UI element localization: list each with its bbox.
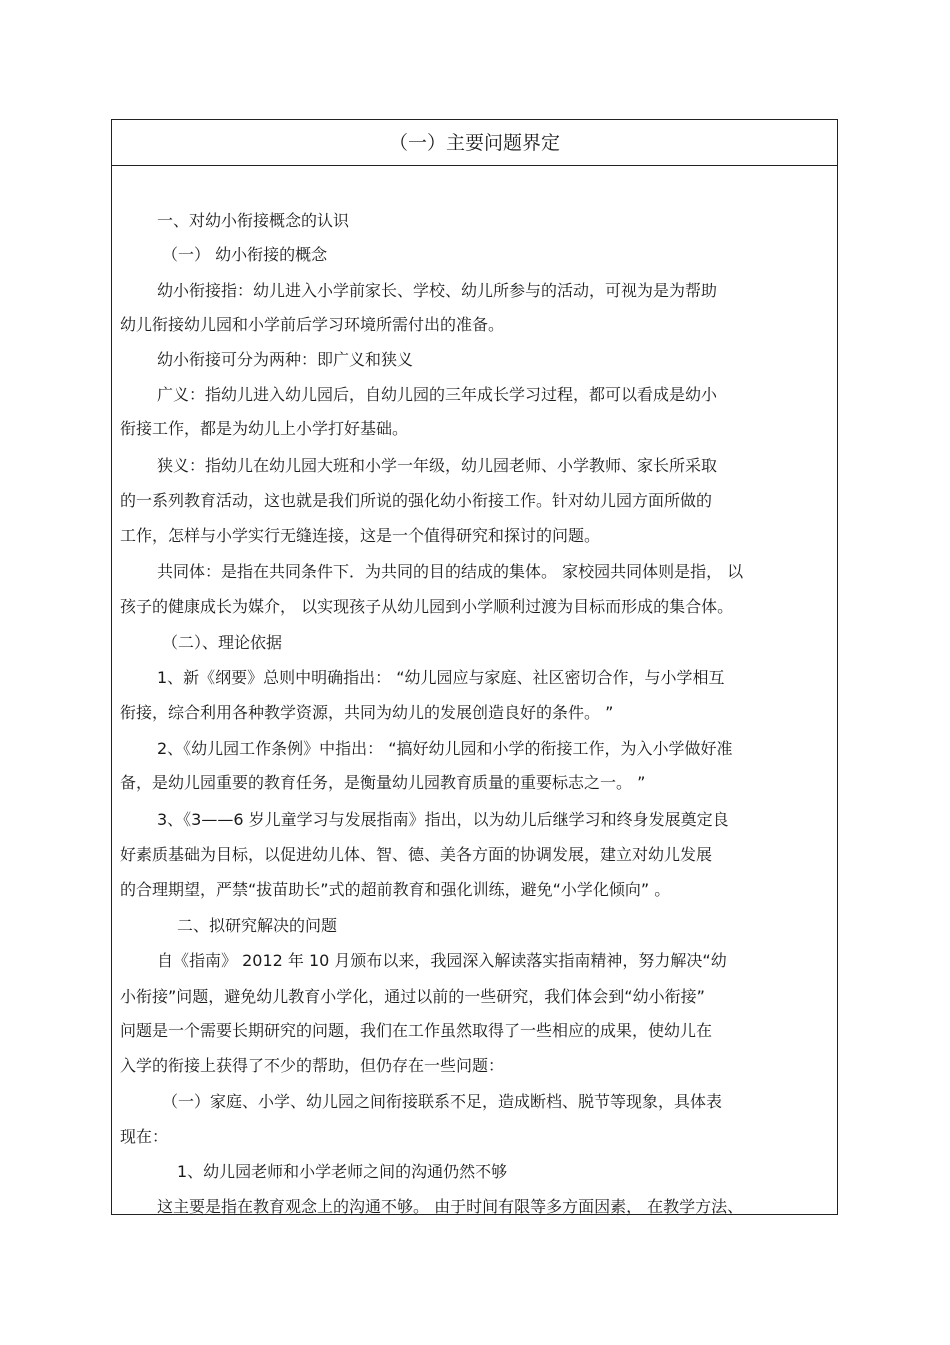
text-line: 3、《3——6 岁儿童学习与发展指南》指出，以为幼儿后继学习和终身发展奠定良 [157,810,729,829]
text-line: 幼小衔接可分为两种：即广义和狭义 [157,350,414,369]
text-line: 这主要是指在教育观念上的沟通不够。 由于时间有限等多方面因素， 在教学方法、 [157,1197,744,1216]
text-line: 现在： [120,1127,169,1146]
text-line: 问题是一个需要长期研究的问题，我们在工作虽然取得了一些相应的成果，使幼儿在 [120,1021,713,1040]
text-line: 工作，怎样与小学实行无缝连接，这是一个值得研究和探讨的问题。 [120,526,601,545]
text-line: 衔接工作，都是为幼儿上小学打好基础。 [120,419,409,438]
text-line: 二、拟研究解决的问题 [177,916,338,935]
text-line: 自《指南》 2012 年 10 月颁布以来，我园深入解读落实指南精神，努力解决“幼 [157,951,727,970]
text-line: 入学的衔接上获得了不少的帮助，但仍存在一些问题： [120,1056,505,1075]
text-line: 一、对幼小衔接概念的认识 [157,211,350,230]
text-line: 小衔接”问题，避免幼儿教育小学化，通过以前的一些研究，我们体会到“幼小衔接” [120,987,705,1006]
text-line: 狭义：指幼儿在幼儿园大班和小学一年级，幼儿园老师、小学教师、家长所采取 [157,456,718,475]
text-line: 的一系列教育活动，这也就是我们所说的强化幼小衔接工作。针对幼儿园方面所做的 [120,491,713,510]
text-line: 1、新《纲要》总则中明确指出： “幼儿园应与家庭、社区密切合作，与小学相互 [157,668,725,687]
text-line: 好素质基础为目标，以促进幼儿体、智、德、美各方面的协调发展，建立对幼儿发展 [120,845,713,864]
text-line: 的合理期望，严禁“拔苗助长”式的超前教育和强化训练，避免“小学化倾向” 。 [120,880,671,899]
text-line: 幼小衔接指：幼儿进入小学前家长、学校、幼儿所参与的活动，可视为是为帮助 [157,281,718,300]
text-line: 衔接，综合利用各种教学资源，共同为幼儿的发展创造良好的条件。 ” [120,703,614,722]
text-line: （二）、理论依据 [162,633,283,652]
text-line: 2、《幼儿园工作条例》中指出： “搞好幼儿园和小学的衔接工作，为入小学做好准 [157,739,733,758]
document-table [111,119,838,1215]
text-line: 广义：指幼儿进入幼儿园后，自幼儿园的三年成长学习过程，都可以看成是幼小 [157,385,718,404]
text-line: 共同体：是指在共同条件下．为共同的目的结成的集体。 家校园共同体则是指， 以 [157,562,744,581]
text-line: 孩子的健康成长为媒介， 以实现孩子从幼儿园到小学顺利过渡为目标而形成的集合体。 [120,597,734,616]
section-title: （一）主要问题界定 [112,120,837,166]
text-line: 1、幼儿园老师和小学老师之间的沟通仍然不够 [177,1162,508,1181]
text-line: 备，是幼儿园重要的教育任务，是衡量幼儿园教育质量的重要标志之一。 ” [120,773,646,792]
text-line: （一）家庭、小学、幼儿园之间衔接联系不足，造成断档、脱节等现象，具体表 [162,1092,723,1111]
text-line: （一） 幼小衔接的概念 [162,245,328,264]
text-line: 幼儿衔接幼儿园和小学前后学习环境所需付出的准备。 [120,315,505,334]
